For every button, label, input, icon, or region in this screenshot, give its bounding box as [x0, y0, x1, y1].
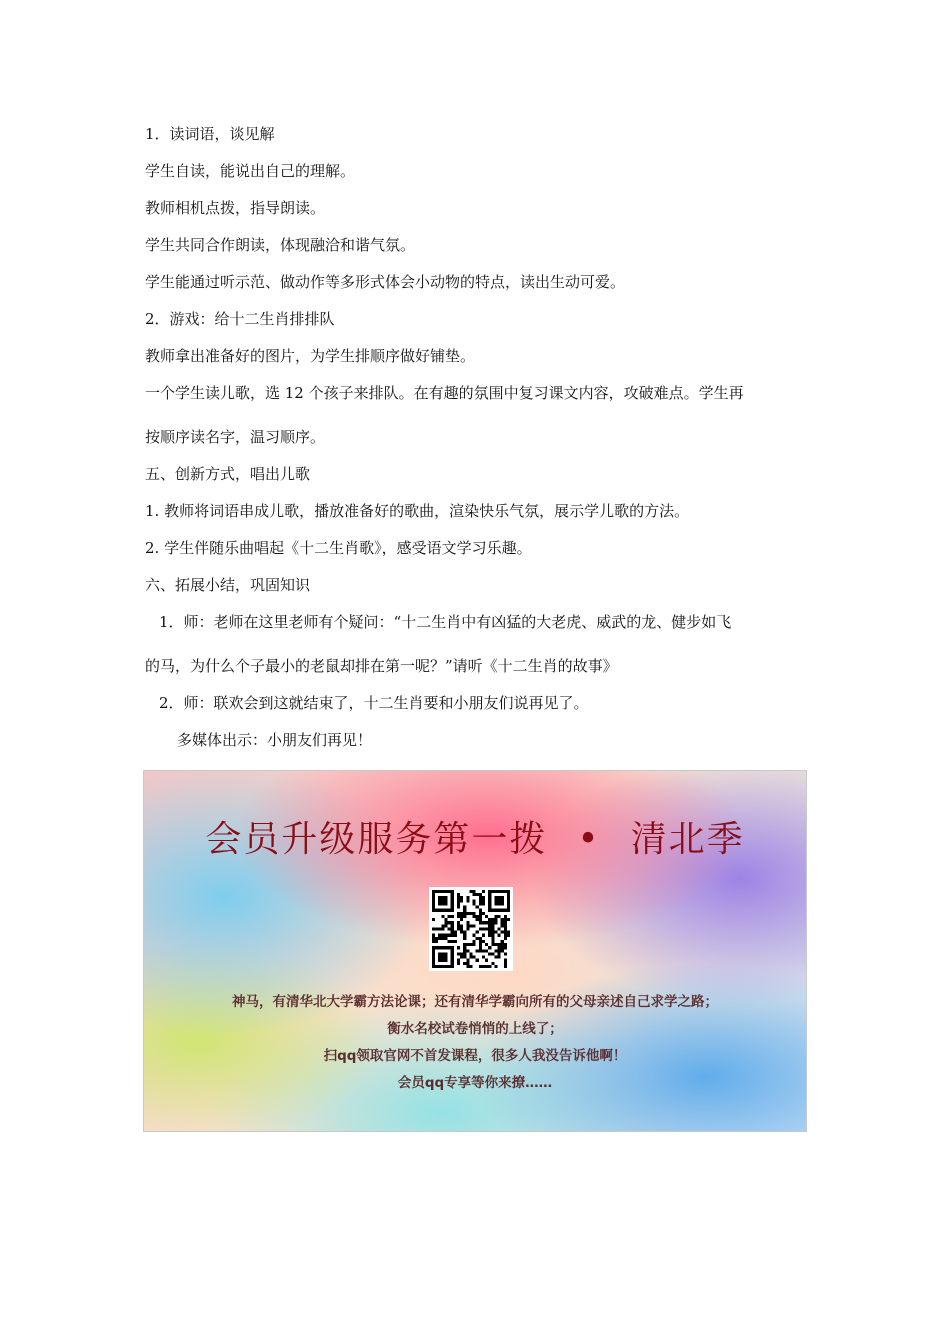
- qr-module: [504, 962, 507, 965]
- qr-module: [463, 931, 466, 934]
- qr-module: [479, 915, 482, 918]
- paragraph: 多媒体出示：小朋友们再见！: [177, 731, 373, 749]
- qr-module: [504, 937, 507, 940]
- qr-module: [501, 949, 504, 952]
- qr-module: [494, 931, 497, 934]
- qr-module: [457, 946, 460, 949]
- qr-module: [476, 893, 479, 896]
- promo-title: [144, 811, 806, 862]
- qr-module: [473, 902, 476, 905]
- qr-module: [460, 912, 463, 915]
- promo-line: 会员qq专享等你来撩……: [397, 1075, 553, 1091]
- qr-module: [482, 902, 485, 905]
- qr-module: [448, 927, 451, 930]
- section-heading: 六、拓展小结，巩固知识: [145, 576, 311, 594]
- qr-module: [451, 934, 454, 937]
- qr-module: [451, 915, 454, 918]
- paragraph: 2．游戏：给十二生肖排排队: [145, 310, 335, 328]
- qr-module: [473, 956, 476, 959]
- qr-module: [485, 943, 488, 946]
- qr-module: [451, 921, 454, 924]
- qr-module: [466, 912, 469, 915]
- qr-module: [504, 915, 507, 918]
- qr-module: [438, 927, 441, 930]
- qr-module: [457, 962, 460, 965]
- qr-module: [466, 927, 469, 930]
- promo-text: [144, 989, 806, 1097]
- qr-module: [488, 927, 491, 930]
- qr-module: [448, 934, 451, 937]
- qr-module: [476, 937, 479, 940]
- qr-module: [501, 918, 504, 921]
- qr-module: [485, 959, 488, 962]
- qr-module: [435, 940, 438, 943]
- qr-module: [488, 946, 491, 949]
- qr-module: [469, 952, 472, 955]
- qr-module: [494, 965, 497, 968]
- qr-module: [457, 912, 460, 915]
- promo-title-left: 会员升级服务第一拨: [205, 819, 548, 860]
- qr-module: [444, 934, 447, 937]
- qr-module: [476, 918, 479, 921]
- qr-module: [473, 934, 476, 937]
- qr-module: [482, 921, 485, 924]
- qr-module: [444, 924, 447, 927]
- qr-module: [457, 893, 460, 896]
- qr-module: [463, 952, 466, 955]
- qr-module: [494, 943, 497, 946]
- qr-module: [473, 890, 476, 893]
- qr-module: [457, 924, 460, 927]
- qr-module: [438, 937, 441, 940]
- qr-module: [457, 906, 460, 909]
- qr-module: [469, 890, 472, 893]
- qr-module: [460, 915, 463, 918]
- qr-module: [435, 937, 438, 940]
- qr-module: [479, 943, 482, 946]
- qr-module: [460, 899, 463, 902]
- qr-module: [463, 949, 466, 952]
- qr-module: [479, 949, 482, 952]
- qr-module: [482, 965, 485, 968]
- paragraph: 学生能通过听示范、做动作等多形式体会小动物的特点，读出生动可爱。: [145, 273, 626, 291]
- qr-module: [501, 931, 504, 934]
- qr-module: [507, 918, 510, 921]
- qr-module: [460, 924, 463, 927]
- qr-module: [485, 927, 488, 930]
- qr-module: [448, 940, 451, 943]
- qr-module: [438, 934, 441, 937]
- qr-module: [432, 927, 435, 930]
- qr-module: [504, 931, 507, 934]
- qr-module: [451, 927, 454, 930]
- qr-module: [479, 902, 482, 905]
- qr-module: [457, 921, 460, 924]
- qr-code-graphic: [432, 890, 510, 968]
- qr-module: [463, 934, 466, 937]
- qr-module: [460, 896, 463, 899]
- qr-module: [476, 931, 479, 934]
- qr-module: [466, 965, 469, 968]
- qr-module: [491, 943, 494, 946]
- qr-module: [498, 915, 501, 918]
- qr-module: [488, 965, 491, 968]
- qr-module: [479, 896, 482, 899]
- qr-module: [491, 927, 494, 930]
- qr-module: [463, 915, 466, 918]
- qr-module: [469, 912, 472, 915]
- qr-module: [491, 931, 494, 934]
- qr-module: [488, 924, 491, 927]
- qr-module: [466, 962, 469, 965]
- qr-module: [476, 959, 479, 962]
- qr-module: [501, 943, 504, 946]
- qr-module: [463, 946, 466, 949]
- qr-module: [488, 952, 491, 955]
- qr-module: [488, 918, 491, 921]
- qr-module: [466, 943, 469, 946]
- qr-module: [485, 921, 488, 924]
- qr-module: [469, 965, 472, 968]
- qr-module: [457, 902, 460, 905]
- qr-module: [504, 934, 507, 937]
- qr-module: [485, 915, 488, 918]
- paragraph: 一个学生读儿歌，选 12 个孩子来排队。在有趣的氛围中复习课文内容，攻破难点。学生再: [145, 384, 744, 402]
- promo-title-dot: •: [577, 819, 601, 860]
- qr-module: [473, 899, 476, 902]
- qr-module: [482, 934, 485, 937]
- qr-module: [494, 918, 497, 921]
- qr-module: [457, 952, 460, 955]
- qr-module: [451, 924, 454, 927]
- qr-module: [469, 956, 472, 959]
- qr-module: [457, 959, 460, 962]
- section-heading: 五、创新方式，唱出儿歌: [145, 465, 311, 483]
- qr-module: [454, 934, 457, 937]
- qr-module: [504, 921, 507, 924]
- paragraph: 1．师：老师在这里老师有个疑问：“十二生肖中有凶猛的大老虎、威武的龙、健步如飞: [159, 613, 732, 631]
- qr-module: [466, 959, 469, 962]
- qr-module: [448, 915, 451, 918]
- promo-line: 扫qq领取官网不首发课程，很多人我没告诉他啊！: [323, 1048, 627, 1064]
- qr-module: [482, 940, 485, 943]
- qr-module: [463, 909, 466, 912]
- promo-banner: [143, 770, 807, 1132]
- qr-module: [498, 952, 501, 955]
- qr-module: [479, 940, 482, 943]
- qr-module: [466, 949, 469, 952]
- qr-module: [504, 927, 507, 930]
- qr-module: [466, 899, 469, 902]
- qr-module: [504, 952, 507, 955]
- paragraph: 1. 教师将词语串成儿歌，播放准备好的歌曲，渲染快乐气氛，展示学儿歌的方法。: [145, 502, 690, 520]
- qr-module: [479, 912, 482, 915]
- qr-module: [488, 931, 491, 934]
- qr-module: [451, 931, 454, 934]
- qr-module: [504, 943, 507, 946]
- qr-module: [444, 918, 447, 921]
- qr-module: [466, 924, 469, 927]
- qr-module: [482, 899, 485, 902]
- qr-module: [494, 956, 497, 959]
- paragraph: 1．读词语，谈见解: [145, 125, 275, 143]
- qr-module: [482, 912, 485, 915]
- qr-module: [444, 937, 447, 940]
- qr-module: [501, 924, 504, 927]
- qr-code-icon[interactable]: [429, 887, 513, 971]
- qr-module: [463, 906, 466, 909]
- qr-module: [485, 949, 488, 952]
- qr-module: [504, 924, 507, 927]
- qr-module: [482, 896, 485, 899]
- qr-module: [460, 956, 463, 959]
- qr-module: [466, 921, 469, 924]
- qr-module: [460, 918, 463, 921]
- qr-module: [479, 965, 482, 968]
- qr-module: [491, 940, 494, 943]
- qr-module: [501, 946, 504, 949]
- qr-module: [448, 921, 451, 924]
- qr-module: [491, 952, 494, 955]
- qr-module: [504, 946, 507, 949]
- qr-module: [498, 946, 501, 949]
- qr-module: [473, 893, 476, 896]
- qr-module: [463, 956, 466, 959]
- qr-module: [507, 934, 510, 937]
- document-body: [145, 124, 810, 750]
- qr-module: [504, 965, 507, 968]
- qr-module: [473, 924, 476, 927]
- qr-module: [441, 934, 444, 937]
- qr-module: [441, 937, 444, 940]
- paragraph: 按顺序读名字，温习顺序。: [145, 428, 326, 446]
- qr-module: [444, 921, 447, 924]
- qr-module: [463, 962, 466, 965]
- qr-module: [485, 965, 488, 968]
- qr-module: [463, 912, 466, 915]
- qr-module: [463, 943, 466, 946]
- promo-line: 神马，有清华北大学霸方法论课；还有清华学霸向所有的父母亲述自己求学之路；: [232, 994, 718, 1010]
- qr-module: [432, 940, 435, 943]
- paragraph: 的马，为什么个子最小的老鼠却排在第一呢？”请听《十二生肖的故事》: [145, 657, 618, 675]
- qr-module: [479, 918, 482, 921]
- qr-module: [482, 927, 485, 930]
- paragraph: 教师相机点拨，指导朗读。: [145, 199, 326, 217]
- qr-module: [491, 962, 494, 965]
- qr-module: [504, 918, 507, 921]
- qr-module: [501, 921, 504, 924]
- qr-module: [488, 934, 491, 937]
- qr-module: [488, 921, 491, 924]
- paragraph: 学生自读，能说出自己的理解。: [145, 162, 356, 180]
- qr-module: [498, 943, 501, 946]
- qr-module: [457, 915, 460, 918]
- paragraph: 2. 学生伴随乐曲唱起《十二生肖歌》，感受语文学习乐趣。: [145, 539, 532, 557]
- qr-module: [469, 943, 472, 946]
- qr-module: [491, 934, 494, 937]
- qr-module: [482, 956, 485, 959]
- qr-module: [479, 927, 482, 930]
- qr-module: [463, 937, 466, 940]
- qr-module: [441, 924, 444, 927]
- qr-module: [476, 949, 479, 952]
- qr-module: [473, 940, 476, 943]
- qr-module: [504, 959, 507, 962]
- qr-module: [479, 937, 482, 940]
- qr-module: [507, 931, 510, 934]
- qr-module: [498, 934, 501, 937]
- qr-module: [494, 921, 497, 924]
- qr-module: [473, 912, 476, 915]
- qr-module: [498, 956, 501, 959]
- qr-module: [482, 890, 485, 893]
- qr-module: [454, 940, 457, 943]
- qr-module: [491, 924, 494, 927]
- qr-module: [432, 934, 435, 937]
- paragraph: 学生共同合作朗读，体现融洽和谐气氛。: [145, 236, 416, 254]
- qr-module: [476, 906, 479, 909]
- qr-module: [460, 931, 463, 934]
- qr-module: [469, 924, 472, 927]
- qr-module: [457, 899, 460, 902]
- qr-module: [457, 896, 460, 899]
- qr-module: [476, 915, 479, 918]
- qr-module: [498, 927, 501, 930]
- qr-module: [501, 940, 504, 943]
- qr-module: [466, 896, 469, 899]
- paragraph: 2．师：联欢会到这就结束了，十二生肖要和小朋友们说再见了。: [159, 694, 589, 712]
- qr-module: [432, 937, 435, 940]
- qr-module: [479, 921, 482, 924]
- qr-module: [491, 918, 494, 921]
- qr-module: [460, 927, 463, 930]
- qr-module: [451, 940, 454, 943]
- qr-module: [454, 931, 457, 934]
- qr-module: [479, 899, 482, 902]
- qr-module: [473, 915, 476, 918]
- paragraph: 教师拿出准备好的图片，为学生排顺序做好铺垫。: [145, 347, 476, 365]
- qr-module: [494, 915, 497, 918]
- qr-module: [491, 937, 494, 940]
- qr-module: [479, 893, 482, 896]
- qr-module: [491, 921, 494, 924]
- qr-module: [457, 927, 460, 930]
- qr-module: [494, 949, 497, 952]
- qr-module: [441, 915, 444, 918]
- qr-module: [441, 927, 444, 930]
- qr-module: [479, 946, 482, 949]
- promo-line: 衡水名校试卷悄悄的上线了；: [387, 1021, 563, 1037]
- qr-module: [435, 927, 438, 930]
- qr-module: [498, 949, 501, 952]
- promo-title-right: 清北季: [630, 819, 745, 860]
- qr-module: [473, 943, 476, 946]
- qr-module: [479, 909, 482, 912]
- qr-module: [460, 952, 463, 955]
- qr-module: [482, 949, 485, 952]
- qr-module: [432, 918, 435, 921]
